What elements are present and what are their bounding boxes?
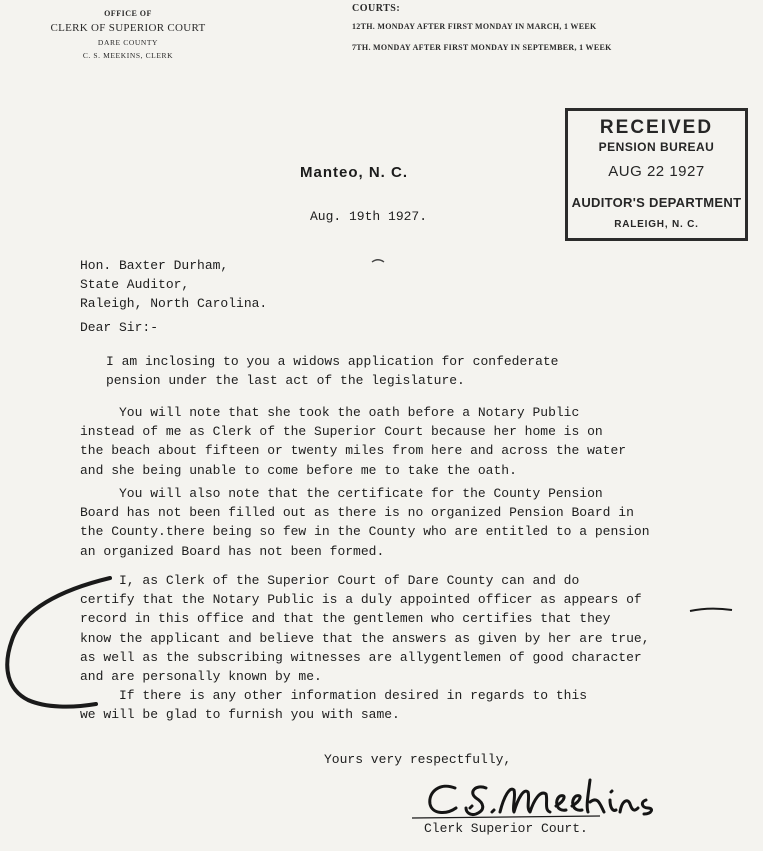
clerk-name: C. S. MEEKINS, CLERK: [82, 51, 174, 60]
closing: Yours very respectfully,: [324, 752, 512, 767]
office-label: OFFICE OF: [104, 9, 152, 18]
signature-title: Clerk Superior Court.: [424, 821, 588, 836]
paragraph-certification: I, as Clerk of the Superior Court of Dare County can and do certify that the Notary Public is a duly appointed officer as appears of record in this office and that the gentlemen who certifies that they know the applicant and believe that the answers as given by her are true, as well as the subscribing witnesses are allygentlemen of good character and are personally known by me.: [80, 573, 650, 685]
letter-date: Aug. 19th 1927.: [310, 209, 428, 224]
received-stamp: [565, 108, 748, 241]
courts-line-march: 12TH. MONDAY AFTER FIRST MONDAY IN MARCH, 1 WEEK: [352, 22, 597, 31]
stamp-date: AUG 22 1927: [608, 163, 705, 180]
letterhead-office: [18, 8, 238, 62]
signature-underline: [412, 816, 600, 818]
recipient-address: [80, 256, 267, 314]
county-name: DARE COUNTY: [97, 38, 159, 47]
stamp-bureau: PENSION BUREAU: [598, 140, 715, 154]
paragraph-pension-board: You will also note that the certificate for the County Pension Board has not been filled out as there is no organized Pension Board in the County.there being so few in the County who are entitled to a pension an organized Board has not been formed.: [80, 486, 650, 559]
office-name: CLERK OF SUPERIOR COURT: [50, 22, 206, 34]
letter-place: Manteo, N. C.: [300, 164, 409, 181]
paragraph-further-info: If there is any other information desired in regards to this we will be glad to furnish you with same.: [80, 688, 588, 723]
courts-title: COURTS:: [352, 3, 401, 14]
salutation: Dear Sir:-: [80, 320, 159, 335]
courts-line-september: 7TH. MONDAY AFTER FIRST MONDAY IN SEPTEMBER, 1 WEEK: [352, 43, 612, 52]
address-line: State Auditor,: [80, 277, 190, 293]
address-line: Hon. Baxter Durham,: [80, 258, 229, 273]
strikethrough-mark: [690, 609, 732, 611]
stamp-department: AUDITOR'S DEPARTMENT: [571, 195, 742, 210]
paragraph-notary: You will note that she took the oath before a Notary Public instead of me as Clerk of the Superior Court because her home is on the beach about fifteen or twenty miles from here and across the water and she being unable to come before me to take the oath.: [80, 405, 627, 478]
paragraph-enclosure: I am inclosing to you a widows application for confederate pension under the last act of the legislature.: [106, 354, 559, 389]
handwritten-signature: [430, 780, 652, 815]
ink-tick-mark: [372, 260, 384, 262]
stamp-received: RECEIVED: [599, 117, 714, 138]
letterhead-courts: [352, 2, 752, 58]
address-line: Raleigh, North Carolina.: [80, 296, 268, 312]
stamp-city: RALEIGH, N. C.: [614, 219, 699, 230]
